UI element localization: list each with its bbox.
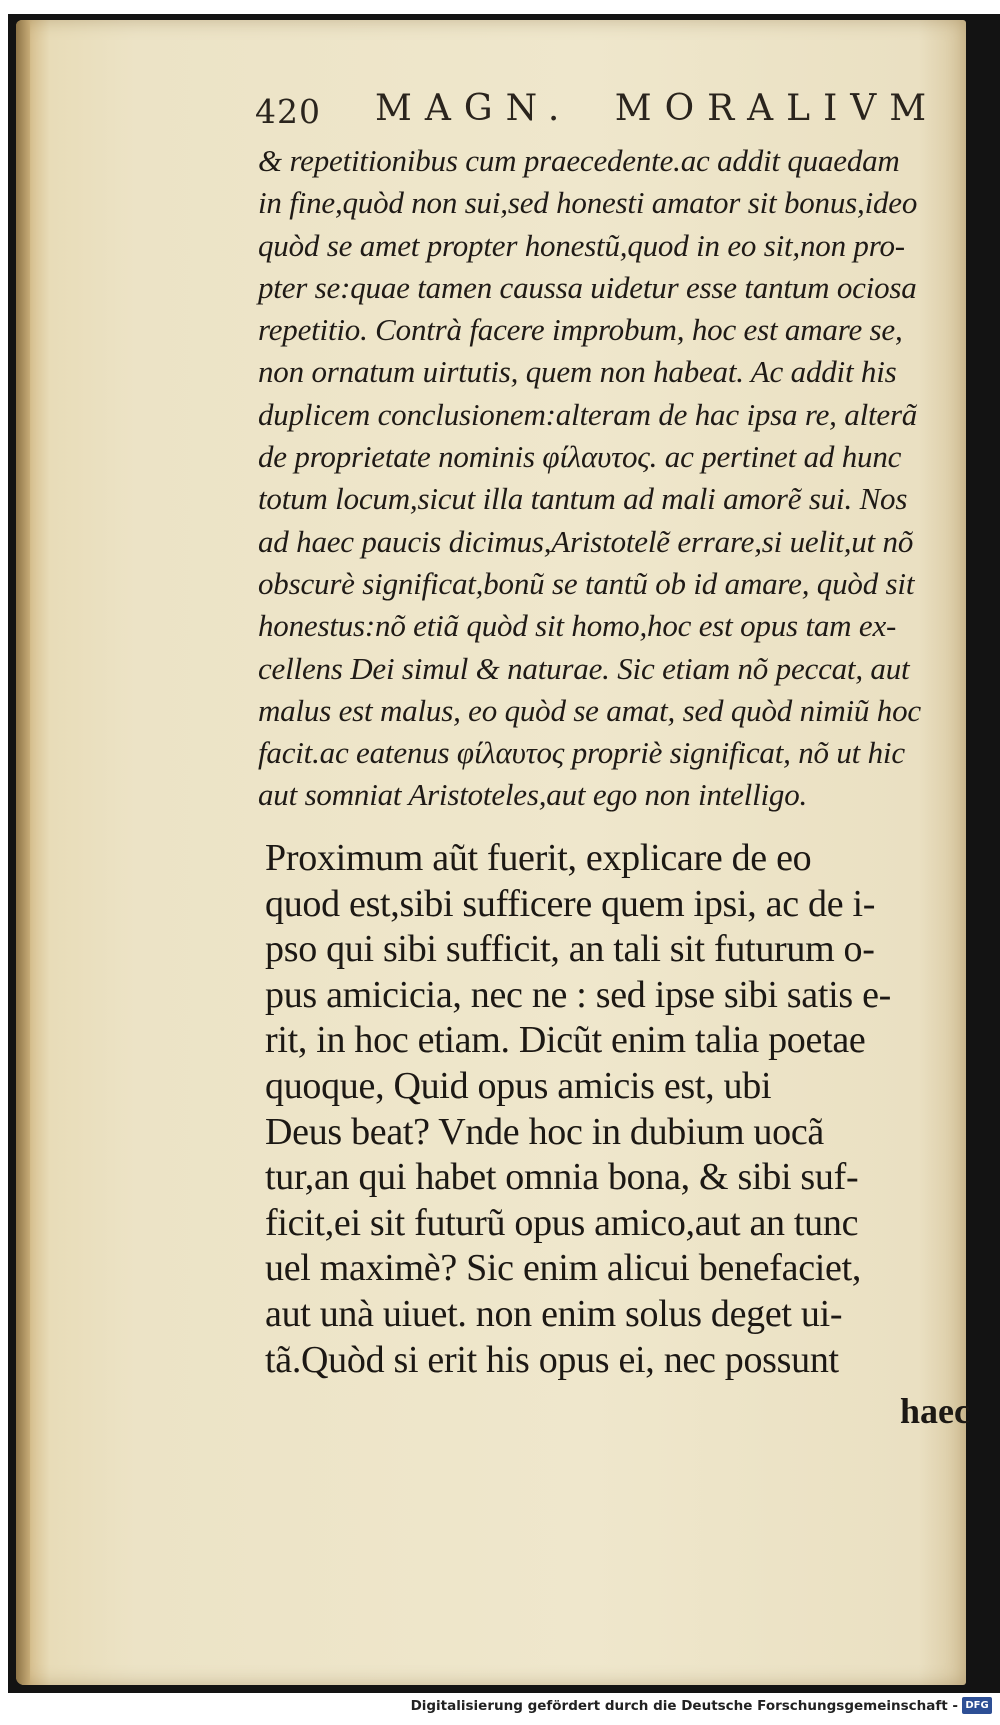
main-text-line: quoque, Quid opus amicis est, ubi: [265, 1064, 772, 1107]
commentary-line: duplicem conclusionem:alteram de hac ipsa re, alterã: [258, 396, 918, 432]
commentary-line: totum locum,sicut illa tantum ad mali amorẽ sui. Nos: [258, 481, 908, 517]
main-text-line: rit, in hoc etiam. Dicũt enim talia poetae: [265, 1019, 866, 1062]
commentary-line: obscurè significat,bonũ se tantũ ob id amare, quòd sit: [258, 565, 915, 601]
main-text-block: [265, 836, 965, 1383]
commentary-line: aut somniat Aristoteles,aut ego non intelligo.: [258, 777, 808, 813]
main-text-line: pso qui sibi sufficit, an tali sit futurum o-: [265, 928, 875, 971]
commentary-line: in fine,quòd non sui,sed honesti amator sit bonus,ideo: [258, 185, 918, 221]
page-binding-edge: [16, 20, 30, 1685]
main-text-line: quod est,sibi sufficere quem ipsi, ac de i-: [265, 882, 876, 925]
main-text-line: Proximum aũt fuerit, explicare de eo: [265, 837, 812, 879]
commentary-line: pter se:quae tamen caussa uidetur esse tantum ociosa: [258, 269, 917, 305]
commentary-line: quòd se amet propter honestũ,quod in eo sit,non pro-: [258, 227, 905, 263]
main-text-line: ficit,ei sit futurũ opus amico,aut an tunc: [265, 1201, 859, 1244]
commentary-line: facit.ac eatenus φίλαυτος propriè significat, nõ ut hic: [258, 735, 905, 771]
commentary-line: cellens Dei simul & naturae. Sic etiam nõ peccat, aut: [258, 650, 910, 686]
page-number: 420: [255, 92, 321, 131]
commentary-line: honestus:nõ etiã quòd sit homo,hoc est opus tam ex-: [258, 608, 897, 644]
running-head: [255, 86, 940, 134]
main-text-line: uel maximè? Sic enim alicui benefaciet,: [265, 1247, 862, 1290]
running-title: MAGN. MORALIVM: [375, 88, 940, 129]
catchword: haec: [900, 1391, 970, 1431]
commentary-line: & repetitionibus cum praecedente.ac addit quaedam: [258, 143, 900, 178]
commentary-line: de proprietate nominis φίλαυτος. ac pertinet ad hunc: [258, 439, 902, 475]
dfg-logo: DFG: [962, 1697, 992, 1714]
commentary-line: repetitio. Contrà facere improbum, hoc est amare se,: [258, 312, 903, 348]
commentary-block: [258, 140, 958, 817]
digitization-footer: [0, 1693, 1000, 1725]
funding-notice: Digitalisierung gefördert durch die Deutsche Forschungsgemeinschaft -: [410, 1698, 958, 1714]
commentary-line: non ornatum uirtutis, quem non habeat. Ac addit his: [258, 354, 897, 390]
main-text-line: Deus beat? Vnde hoc in dubium uocã: [265, 1110, 824, 1153]
main-text-line: tur,an qui habet omnia bona, & sibi suf-: [265, 1156, 859, 1199]
main-text-line: pus amicicia, nec ne : sed ipse sibi satis e-: [265, 973, 891, 1016]
commentary-line: ad haec paucis dicimus,Aristotelẽ errare,si uelit,ut nõ: [258, 523, 914, 559]
commentary-line: malus est malus, eo quòd se amat, sed quòd nimiũ hoc: [258, 692, 921, 728]
main-text-line: tã.Quòd si erit his opus ei, nec possunt: [265, 1338, 839, 1381]
main-text-line: aut unà uiuet. non enim solus deget ui-: [265, 1292, 843, 1335]
